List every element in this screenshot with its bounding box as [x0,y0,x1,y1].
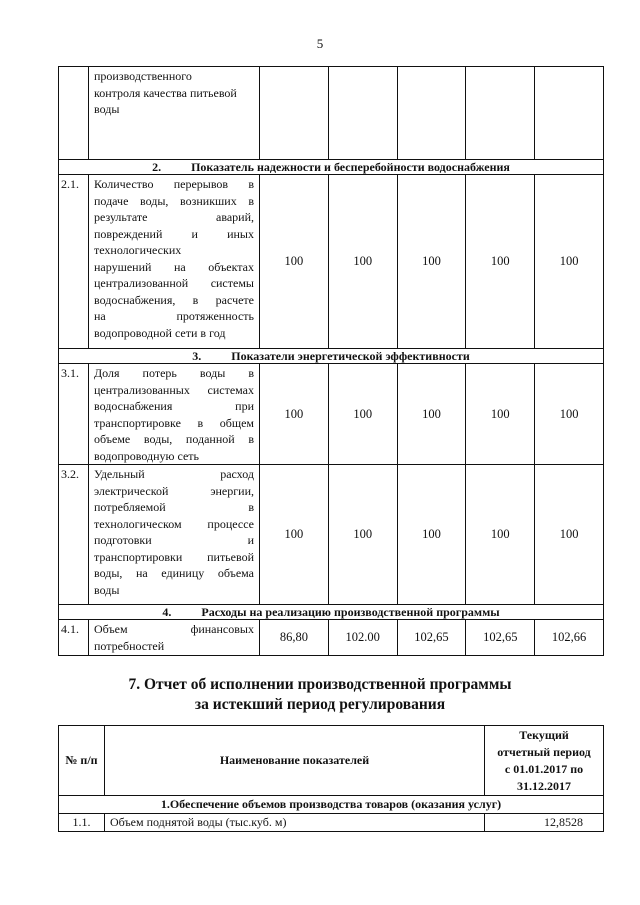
section-number: 4. [162,605,172,619]
row-number: 3.2. [59,465,89,605]
value-cell: 102.00 [328,620,397,656]
table-row [59,620,604,656]
value-cell: 100 [397,175,466,349]
value-cell [260,67,329,160]
text-line: Доля потерь воды в [94,366,254,380]
report-heading-line-1: 7. Отчет об исполнении производственной программы [128,676,512,693]
text-line: воды [94,102,120,116]
value-cell: 100 [466,175,535,349]
value-cell: 102,66 [535,620,604,656]
text-line: подготовки и [94,533,254,547]
value-cell: 100 [260,465,329,605]
section-number: 3. [192,349,202,363]
text-line: результате аварий, [94,210,254,224]
text-line: централизованной системы [94,276,254,290]
column-header-num: № п/п [59,726,105,796]
text-line: объеме воды, поданной в [94,432,254,446]
row-number: 2.1. [59,175,89,349]
value-cell: 100 [466,364,535,465]
text-line: воды [94,582,120,597]
text-line: транспортировки питьевой [94,549,254,564]
value-cell: 100 [328,465,397,605]
text-line: технологических [94,243,182,257]
column-header-period [485,726,604,796]
section-header: 1.Обеспечение объемов производства товаров (оказания услуг) [59,796,604,814]
table-row [59,814,604,832]
text-line: водоснабжения при [94,399,254,413]
value-cell: 100 [260,364,329,465]
table-row-continuation [59,67,604,160]
text-line: на протяженность [94,309,254,323]
row-text-cell [89,175,260,349]
value-cell [466,67,535,160]
value-cell: 100 [466,465,535,605]
text-line: нарушений на объектах [94,259,254,274]
row-text-cell [89,620,260,656]
row-number: 1.1. [59,814,105,832]
section-title: Показатель надежности и бесперебойности водоснабжения [191,160,510,174]
text-line: воды, на единицу объема [94,566,254,580]
row-number: 4.1. [59,620,89,656]
section-header-row [59,796,604,814]
header-line: с 01.01.2017 по [504,761,584,776]
value-cell [535,67,604,160]
section-header [59,349,604,364]
text-line: электрической энергии, [94,483,254,498]
text-line: централизованных системах [94,382,254,397]
text-line: подаче воды, возникших в [94,193,254,208]
value-cell: 100 [535,465,604,605]
value-cell: 100 [397,364,466,465]
section-header [59,160,604,175]
table-row [59,465,604,605]
text-line: Удельный расход [94,467,254,481]
row-text-cell [89,364,260,465]
section-number: 2. [152,160,162,174]
value-cell: 100 [535,175,604,349]
row-text-cell [89,465,260,605]
header-line: Текущий [519,727,569,742]
text-line: Объем финансовых [94,622,254,636]
value-cell: 100 [535,364,604,465]
text-line: водопроводную сеть [94,448,200,463]
section-header-row [59,349,604,364]
value-cell: 100 [397,465,466,605]
section-header-row [59,160,604,175]
header-row [59,726,604,796]
value-cell [397,67,466,160]
page-number: 5 [316,36,324,51]
text-line: Количество перерывов в [94,177,254,191]
value-cell: 102,65 [397,620,466,656]
text-line: технологическом процессе [94,516,254,531]
section-title: Показатели энергетической эффективности [231,349,470,363]
value-cell: 86,80 [260,620,329,656]
row-number: 3.1. [59,364,89,465]
section-header-row [59,605,604,620]
header-line: 31.12.2017 [517,778,571,793]
table-row [59,364,604,465]
header-line: отчетный период [497,744,591,759]
text-line: повреждений и иных [94,226,254,241]
value-cell: 100 [328,364,397,465]
row-text-cell [89,67,260,160]
text-line: производственного [94,69,192,83]
value-cell: 102,65 [466,620,535,656]
value-cell: 100 [328,175,397,349]
text-line: транспортировке в общем [94,415,254,430]
row-value: 12,8528 [485,814,604,832]
text-line: контроля качества питьевой [94,85,237,100]
value-cell: 100 [260,175,329,349]
section-header [59,605,604,620]
text-line: водопроводной сети в год [94,325,226,340]
text-line: потребляемой в [94,500,254,514]
report-heading-line-2: за истекший период регулирования [194,696,446,713]
text-line: водоснабжения, в расчете [94,292,254,307]
report-table [58,725,604,832]
column-header-name: Наименование показателей [105,726,485,796]
row-number-cell [59,67,89,160]
indicators-table [58,66,604,656]
value-cell [328,67,397,160]
table-row [59,175,604,349]
section-title: Расходы на реализацию производственной программы [201,605,500,619]
row-name: Объем поднятой воды (тыс.куб. м) [105,814,485,832]
text-line: потребностей [94,638,165,653]
